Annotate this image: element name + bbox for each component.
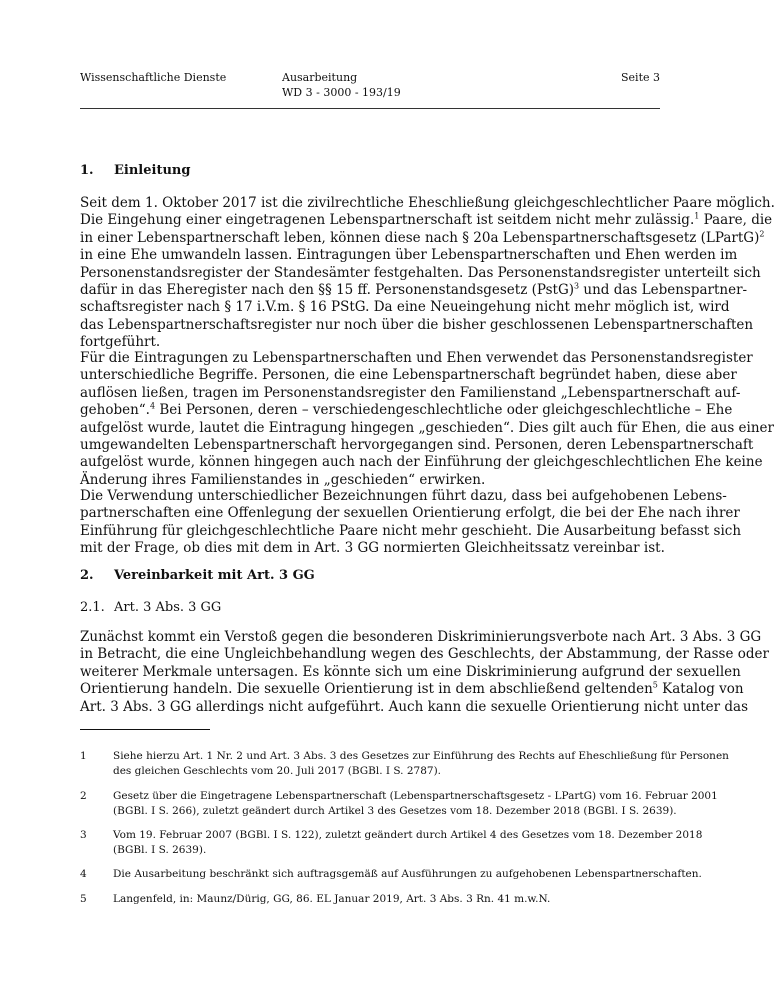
section-heading-2 <box>80 567 315 585</box>
text-line: Änderung ihres Familienstandes in „geschieden“ erwirken. <box>80 471 486 488</box>
header-divider <box>80 108 660 109</box>
text-line: Die Eingehung einer eingetragenen Lebenspartnerschaft ist seitdem nicht mehr zulässig.$^1$ Paare, die <box>80 211 773 229</box>
text-line: weiterer Merkmale untersagen. Es könnte sich um eine Diskriminierung aufgrund der sexuellen <box>80 663 741 680</box>
section-number: 2. <box>80 568 94 583</box>
section-title: Art. 3 Abs. 3 GG <box>114 600 222 615</box>
text-line: Personenstandsregister der Standesämter festgehalten. Das Personenstandsregister unterteilt sich <box>80 264 761 281</box>
footnote-ref-3[interactable]: 3 <box>574 281 580 291</box>
footnote-number: 5 <box>80 893 87 905</box>
text-line: Zunächst kommt ein Verstoß gegen die besonderen Diskriminierungsverbote nach Art. 3 Abs. 3 GG <box>80 629 762 645</box>
text-line: schaftsregister nach § 17 i.V.m. § 16 PStG. Da eine Neueingehung nicht mehr möglich ist, wird <box>80 299 730 316</box>
footnote-number: 2 <box>80 790 87 802</box>
text-line: umgewandelten Lebenspartnerschaft hervorgegangen sind. Personen, deren Lebenspartnerschaft <box>80 437 754 454</box>
footnote-text: Gesetz über die Eingetragene Lebenspartnerschaft (Lebenspartnerschaftsgesetz - LPartG) vom 16. Februar 2001 (BGBl. I S. 266), zuletzt geändert durch Artikel 3 des Gesetzes vom 18. Dezember 2018 (BGBl. I S. 2639). <box>113 790 718 817</box>
paragraph-2 <box>80 350 774 489</box>
header-page-number: Seite 3 <box>621 71 660 84</box>
text-line: Art. 3 Abs. 3 GG allerdings nicht aufgeführt. Auch kann die sexuelle Orientierung nicht unter das <box>80 698 749 715</box>
text-line: in eine Ehe umwandeln lassen. Eintragungen über Lebenspartnerschaften und Ehen werden im <box>80 247 738 264</box>
footnote-number: 1 <box>80 750 87 762</box>
header-doc-type: Ausarbeitung <box>282 71 358 84</box>
text-line: mit der Frage, ob dies mit dem in Art. 3 GG normierten Gleichheitssatz vereinbar ist. <box>80 540 665 557</box>
section-heading-2-1 <box>80 599 221 617</box>
text-line: Einführung für gleichgeschlechtliche Paare nicht mehr geschieht. Die Ausarbeitung befasst sich <box>80 522 742 539</box>
header-institution: Wissenschaftliche Dienste <box>80 71 227 84</box>
paragraph-4 <box>80 629 769 716</box>
section-title: Einleitung <box>114 163 191 178</box>
text-line: das Lebenspartnerschaftsregister nur noch über die bisher geschlossenen Lebenspartnerschaften <box>80 316 754 333</box>
text-line: aufgelöst wurde, können hingegen auch nach der Einführung der gleichgeschlechtlichen Ehe keine <box>80 454 763 471</box>
text-line: dafür in das Eheregister nach den §§ 15 ff. Personenstandsgesetz (PstG)$^3$ und das Lebenspartner- <box>80 281 748 299</box>
text-line: Für die Eintragungen zu Lebenspartnerschaften und Ehen verwendet das Personenstandsregister <box>80 350 753 366</box>
text-line: partnerschaften eine Offenlegung der sexuellen Orientierung erfolgt, die bei der Ehe nach ihrer <box>80 505 740 522</box>
text-line: Seit dem 1. Oktober 2017 ist die zivilrechtliche Eheschließung gleichgeschlechtlicher Paare möglich. <box>80 195 775 211</box>
footnote-ref-1[interactable]: 1 <box>694 211 700 221</box>
footnote-text: Langenfeld, in: Maunz/Dürig, GG, 86. EL Januar 2019, Art. 3 Abs. 3 Rn. 41 m.w.N. <box>113 893 551 905</box>
text-line: in Betracht, die eine Ungleichbehandlung wegen des Geschlechts, der Abstammung, der Rasse oder <box>80 646 769 663</box>
footnote-number: 3 <box>80 829 87 841</box>
text-line: in einer Lebenspartnerschaft leben, können diese nach § 20a Lebenspartnerschaftsgesetz (LPartG)$^2$ <box>80 229 765 246</box>
text-line: fortgeführt. <box>80 334 161 351</box>
text-line: unterschiedliche Begriffe. Personen, die eine Lebenspartnerschaft begründet haben, diese aber <box>80 367 737 384</box>
section-number: 1. <box>80 163 94 178</box>
paragraph-3 <box>80 488 742 558</box>
footnote-separator <box>80 729 210 730</box>
section-number: 2.1. <box>80 600 105 615</box>
footnote-number: 4 <box>80 868 87 880</box>
text-line: auflösen ließen, tragen im Personenstandsregister den Familienstand „Lebenspartnerschaft auf- <box>80 384 741 401</box>
footnote-text: Vom 19. Februar 2007 (BGBl. I S. 122), zuletzt geändert durch Artikel 4 des Gesetzes vom 18. Dezember 2018 (BGBl. I S. 2639). <box>113 829 703 856</box>
footnote-text: Siehe hierzu Art. 1 Nr. 2 und Art. 3 Abs. 3 des Gesetzes zur Einführung des Rechts auf Eheschließung für Personen des gleichen Geschlechts vom 20. Juli 2017 (BGBl. I S. 2787). <box>113 750 729 777</box>
paragraph-1 <box>80 195 775 352</box>
footnote-ref-5[interactable]: 5 <box>652 680 658 690</box>
footnote-text: Die Ausarbeitung beschränkt sich auftragsgemäß auf Ausführungen zu aufgehobenen Lebenspartnerschaften. <box>113 868 702 880</box>
text-line: Orientierung handeln. Die sexuelle Orientierung ist in dem abschließend geltenden$^5$ Katalog von <box>80 680 744 698</box>
section-title: Vereinbarkeit mit Art. 3 GG <box>114 568 315 583</box>
footnote-ref-2[interactable]: 2 <box>759 229 765 239</box>
text-line: aufgelöst wurde, lautet die Eintragung hingegen „geschieden“. Dies gilt auch für Ehen, die aus einer <box>80 419 774 436</box>
text-line: Die Verwendung unterschiedlicher Bezeichnungen führt dazu, dass bei aufgehobenen Lebens- <box>80 488 727 504</box>
header-document-info <box>282 70 401 100</box>
section-heading-1 <box>80 162 190 180</box>
footnote-ref-4[interactable]: 4 <box>149 401 156 411</box>
text-line: gehoben“.$^4$ Bei Personen, deren – verschiedengeschlechtliche oder gleichgeschlechtliche – Ehe <box>80 401 733 419</box>
header-doc-number: WD 3 - 3000 - 193/19 <box>282 86 401 99</box>
